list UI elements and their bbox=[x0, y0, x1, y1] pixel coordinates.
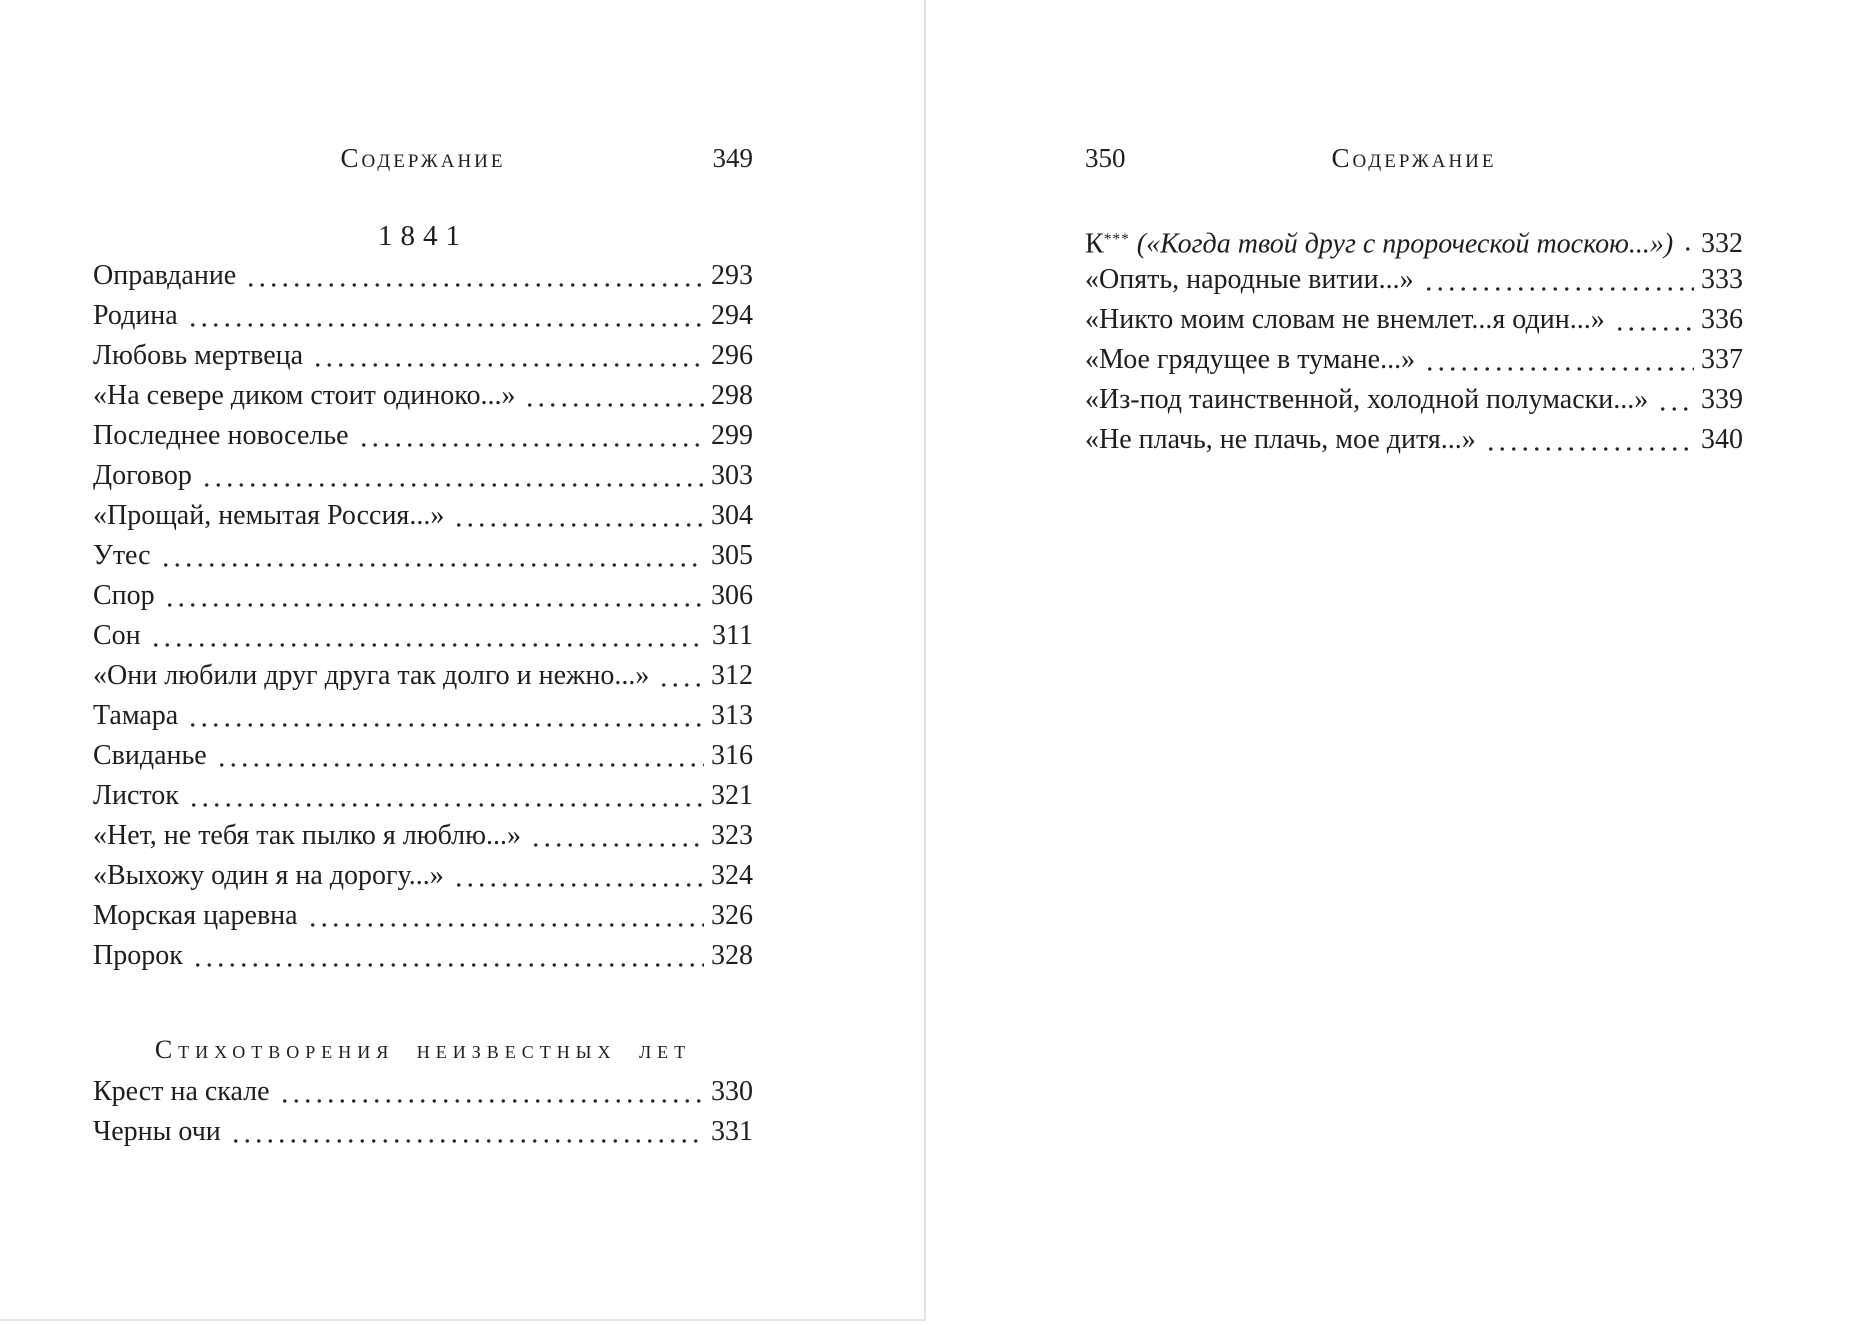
toc-entry-page-number: 330 bbox=[711, 1076, 753, 1107]
toc-entry-page-number: 337 bbox=[1701, 344, 1743, 375]
toc-entry-title: Последнее новоселье bbox=[93, 420, 349, 451]
toc-entry-page-number: 296 bbox=[711, 340, 753, 371]
toc-entry bbox=[93, 496, 753, 536]
right-page bbox=[1085, 138, 1743, 460]
toc-entry-title: «Опять, народные витии...» bbox=[1085, 264, 1414, 295]
toc-entry-title: Морская царевна bbox=[93, 900, 298, 931]
toc-entry-page-number: 312 bbox=[711, 660, 753, 691]
toc-entry-page-number: 340 bbox=[1701, 424, 1743, 455]
toc-entry-title: Пророк bbox=[93, 940, 183, 971]
toc-entry-title: «Они любили друг друга так долго и нежно...» bbox=[93, 660, 650, 691]
toc-entry-title: Договор bbox=[93, 460, 192, 491]
toc-entry bbox=[93, 936, 753, 976]
toc-entry-title: Спор bbox=[93, 580, 155, 611]
right-running-head bbox=[1085, 138, 1743, 178]
dot-leader bbox=[243, 256, 704, 296]
toc-entry-page-number: 304 bbox=[711, 500, 753, 531]
subsection-heading: Стихотворения неизвестных лет bbox=[154, 1035, 692, 1064]
toc-entry bbox=[93, 1112, 753, 1152]
toc-entry bbox=[1085, 300, 1743, 340]
toc-entry bbox=[1085, 340, 1743, 380]
toc-entry-title: Любовь мертвеца bbox=[93, 340, 304, 371]
dot-leader bbox=[356, 416, 704, 456]
toc-entry bbox=[93, 656, 753, 696]
toc-entry-page-number: 299 bbox=[711, 420, 753, 451]
toc-list-continued bbox=[1085, 220, 1743, 460]
left-page bbox=[93, 138, 753, 1152]
dot-leader bbox=[1422, 340, 1694, 380]
left-page-number: 349 bbox=[712, 143, 753, 173]
dot-leader bbox=[310, 336, 704, 376]
dot-leader bbox=[1421, 260, 1694, 300]
page-gutter-divider bbox=[924, 0, 926, 1320]
dot-leader bbox=[199, 456, 704, 496]
toc-entry-page-number: 339 bbox=[1701, 384, 1743, 415]
toc-entry-page-number: 323 bbox=[711, 820, 753, 851]
dot-leader bbox=[1612, 300, 1694, 340]
toc-entry-title: «Из-под таинственной, холодной полумаски...» bbox=[1085, 384, 1649, 415]
right-page-number: 350 bbox=[1085, 143, 1126, 173]
toc-entry-page-number: 311 bbox=[712, 620, 753, 651]
toc-entry-page-number: 293 bbox=[711, 260, 753, 291]
left-running-head bbox=[93, 138, 753, 178]
toc-entry-page-number: 316 bbox=[711, 740, 753, 771]
toc-entry-title: Черны очи bbox=[93, 1116, 221, 1147]
toc-entry bbox=[93, 776, 753, 816]
toc-entry-title: Свиданье bbox=[93, 740, 207, 771]
toc-entry bbox=[93, 536, 753, 576]
toc-entry-title: Крест на скале bbox=[93, 1076, 270, 1107]
toc-entry bbox=[93, 696, 753, 736]
dot-leader bbox=[228, 1112, 704, 1152]
toc-entry-page-number: 303 bbox=[711, 460, 753, 491]
toc-entry bbox=[93, 856, 753, 896]
toc-entry bbox=[93, 1072, 753, 1112]
toc-entry bbox=[93, 816, 753, 856]
toc-entry-page-number: 324 bbox=[711, 860, 753, 891]
toc-entry-page-number: 333 bbox=[1701, 264, 1743, 295]
toc-entry bbox=[93, 896, 753, 936]
section-heading-1841: 1841 bbox=[378, 220, 468, 252]
dot-leader bbox=[305, 896, 704, 936]
toc-entry-title: Утес bbox=[93, 540, 151, 571]
toc-entry bbox=[1085, 260, 1743, 300]
toc-entry bbox=[93, 256, 753, 296]
toc-entry bbox=[93, 576, 753, 616]
toc-entry-title: Тамара bbox=[93, 700, 179, 731]
dot-leader bbox=[1655, 380, 1694, 420]
toc-entry-page-number: 306 bbox=[711, 580, 753, 611]
toc-entry bbox=[1085, 220, 1743, 260]
toc-entry-title: «Выхожу один я на дорогу...» bbox=[93, 860, 444, 891]
dot-leader bbox=[451, 496, 704, 536]
toc-entry bbox=[1085, 380, 1743, 420]
toc-entry-title: «Мое грядущее в тумане...» bbox=[1085, 344, 1416, 375]
dot-leader bbox=[1483, 420, 1694, 460]
toc-entry-title: «Нет, не тебя так пылко я люблю...» bbox=[93, 820, 522, 851]
right-running-head-title: Содержание bbox=[1331, 143, 1497, 173]
toc-entry bbox=[93, 416, 753, 456]
toc-entry bbox=[1085, 420, 1743, 460]
toc-entry bbox=[93, 376, 753, 416]
dot-leader bbox=[528, 816, 704, 856]
toc-entry-title: «Не плачь, не плачь, мое дитя...» bbox=[1085, 424, 1476, 455]
toc-entry-title: Сон bbox=[93, 620, 141, 651]
toc-entry-title: «Прощай, немытая Россия...» bbox=[93, 500, 445, 531]
toc-entry bbox=[93, 336, 753, 376]
toc-entry-page-number: 331 bbox=[711, 1116, 753, 1147]
dot-leader bbox=[277, 1072, 704, 1112]
toc-entry-title: Оправдание bbox=[93, 260, 237, 291]
toc-entry-page-number: 321 bbox=[711, 780, 753, 811]
left-page-bottom-edge bbox=[0, 1319, 926, 1321]
toc-entry bbox=[93, 616, 753, 656]
toc-entry-page-number: 332 bbox=[1701, 228, 1743, 260]
dot-leader bbox=[185, 696, 704, 736]
dot-leader bbox=[148, 616, 705, 656]
toc-entry-title: «На севере диком стоит одиноко...» bbox=[93, 380, 516, 411]
dot-leader bbox=[185, 296, 704, 336]
toc-entry-page-number: 298 bbox=[711, 380, 753, 411]
left-running-head-title: Содержание bbox=[340, 143, 506, 173]
toc-entry bbox=[93, 736, 753, 776]
toc-entry bbox=[93, 296, 753, 336]
dot-leader bbox=[1680, 220, 1694, 260]
toc-entry-page-number: 305 bbox=[711, 540, 753, 571]
toc-entry-title: Листок bbox=[93, 780, 179, 811]
toc-list-1841 bbox=[93, 256, 753, 976]
toc-entry-page-number: 294 bbox=[711, 300, 753, 331]
toc-entry bbox=[93, 456, 753, 496]
dot-leader bbox=[522, 376, 704, 416]
toc-entry-page-number: 328 bbox=[711, 940, 753, 971]
dot-leader bbox=[158, 536, 704, 576]
toc-entry-title: Родина bbox=[93, 300, 178, 331]
toc-entry-page-number: 326 bbox=[711, 900, 753, 931]
toc-list-unknown-years bbox=[93, 1072, 753, 1152]
toc-entry-title: «Никто моим словам не внемлет...я один...» bbox=[1085, 304, 1605, 335]
dot-leader bbox=[190, 936, 704, 976]
dot-leader bbox=[214, 736, 704, 776]
toc-entry-page-number: 313 bbox=[711, 700, 753, 731]
dot-leader bbox=[162, 576, 704, 616]
dot-leader bbox=[186, 776, 704, 816]
dot-leader bbox=[656, 656, 704, 696]
toc-entry-page-number: 336 bbox=[1701, 304, 1743, 335]
dot-leader bbox=[451, 856, 704, 896]
toc-entry-title: К*** («Когда твой друг с пророческой тоскою...») bbox=[1085, 228, 1674, 260]
